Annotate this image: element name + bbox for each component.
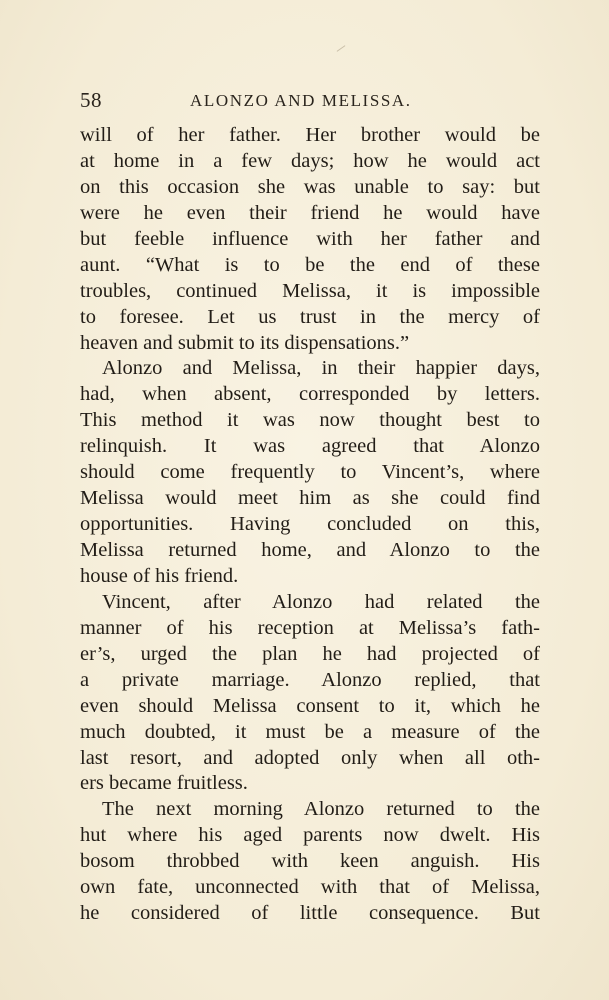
text-line: own fate, unconnected with that of Melissa, xyxy=(80,876,540,899)
text-line: heaven and submit to its dispensations.” xyxy=(80,331,410,354)
text-line: hut where his aged parents now dwelt. His xyxy=(80,824,540,847)
text-line: he considered of little consequence. But xyxy=(80,902,540,925)
text-line: This method it was now thought best to xyxy=(80,409,540,432)
text-line: but feeble influence with her father and xyxy=(80,227,540,250)
text-line: even should Melissa consent to it, which he xyxy=(80,694,540,717)
text-line: relinquish. It was agreed that Alonzo xyxy=(80,435,540,458)
text-line: much doubted, it must be a measure of the xyxy=(80,720,540,743)
text-line: should come frequently to Vincent’s, where xyxy=(80,461,540,484)
text-line: Vincent, after Alonzo had related the xyxy=(102,590,540,613)
text-line: to foresee. Let us trust in the mercy of xyxy=(80,305,540,328)
text-line: Melissa returned home, and Alonzo to the xyxy=(80,539,540,561)
text-line: were he even their friend he would have xyxy=(80,201,540,224)
page-header xyxy=(80,88,540,118)
text-line: will of her father. Her brother would be xyxy=(80,124,540,146)
text-line: Melissa would meet him as she could find xyxy=(80,487,540,510)
running-title: ALONZO AND MELISSA. xyxy=(190,91,412,110)
text-line: at home in a few days; how he would act xyxy=(80,149,540,172)
text-line: er’s, urged the plan he had projected of xyxy=(80,642,540,665)
text-line: a private marriage. Alonzo replied, that xyxy=(80,668,540,691)
page-number: 58 xyxy=(80,88,102,112)
text-line: bosom throbbed with keen anguish. His xyxy=(80,850,540,873)
body-text xyxy=(80,123,540,927)
text-line: manner of his reception at Melissa’s fath- xyxy=(80,616,540,639)
text-line: house of his friend. xyxy=(80,564,239,587)
text-line: Alonzo and Melissa, in their happier days, xyxy=(102,357,540,380)
text-line: troubles, continued Melissa, it is impossible xyxy=(80,279,540,302)
text-line: had, when absent, corresponded by letters. xyxy=(80,383,540,406)
text-line: opportunities. Having concluded on this, xyxy=(80,513,540,536)
text-line: last resort, and adopted only when all oth- xyxy=(80,746,540,769)
text-line: on this occasion she was unable to say: but xyxy=(80,175,540,198)
page-blemish xyxy=(337,45,346,52)
text-line: ers became fruitless. xyxy=(80,772,248,795)
text-line: The next morning Alonzo returned to the xyxy=(102,798,540,821)
text-line: aunt. “What is to be the end of these xyxy=(80,253,540,276)
